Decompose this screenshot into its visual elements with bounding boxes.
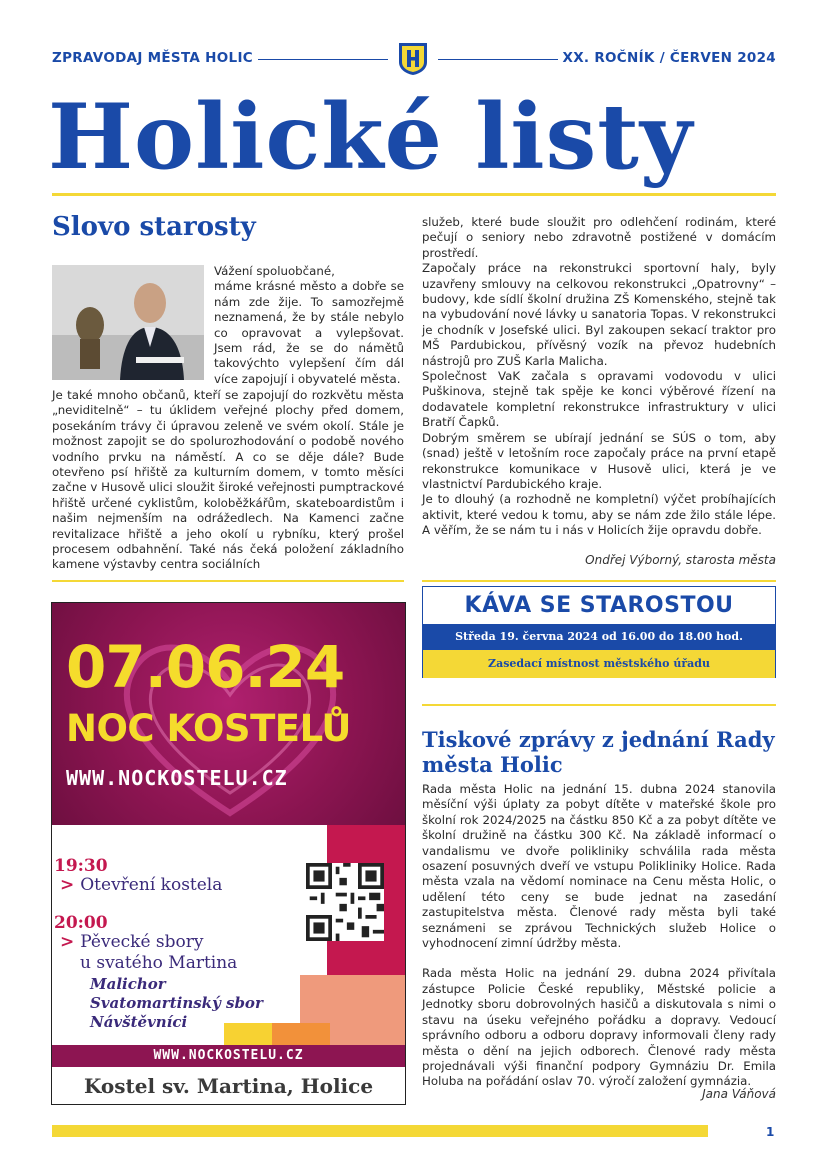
editorial-paragraph: Je to dlouhý (a rozhodně ne kompletní) výčet probíhajících aktivit, které vedou k tomu, aby se nám zde žilo stále lépe. A věřím, že se nám tu i nás v Holicích žije opravdu dobře. <box>422 492 776 538</box>
editorial-paragraph: služeb, které bude sloužit pro odlehčení rodinám, které pečují o seniory nebo zdravotně postižené v domácím prostředí. <box>422 215 776 260</box>
poster-website: WWW.NOCKOSTELU.CZ <box>66 766 288 790</box>
kava-rule <box>422 704 776 706</box>
performer: Malichor <box>90 975 166 993</box>
program-item <box>60 875 222 895</box>
editorial-column-1: Je také mnoho občanů, kteří se zapojují do rozkvětu města „neviditelně“ – tu úklidem veřejné plochy před domem, posekáním trávy či úpravou zeleně ve svém okolí. Stále je možnost zapojit se do spolurozhodování o podobě nového vodního prvku na náměstí. A co se děje dále? Bude otevřeno psí hřiště za kulturním domem, v tomto měsíci začne v Husově ulici sloužit široké veřejnosti pumptrackové hřiště určené cyklistům, koloběžkářům, skateboardistům i našim nejmenším na odrážedlech. Na Kamenci začne revitalizace hřiště a jeho okolí u rybníku, který prošel procesem odbahnění. Také nás čeká položení základního kamene výstavby centra sociálních <box>52 388 404 572</box>
program-item-continued: u svatého Martina <box>80 953 238 973</box>
chevron-right-icon: > <box>60 932 75 952</box>
footer-rule <box>52 1125 708 1137</box>
coffee-with-mayor-box <box>422 586 776 678</box>
poster-header-panel <box>52 603 405 825</box>
editorial-paragraph: Dobrým směrem se ubírají jednání se SÚS o tom, aby (snad) ještě v letošním roce započaly práce na první etapě rekonstrukce komunikace v Husově ulici, která je ve vlastnictví Pardubického kraje. <box>422 430 776 491</box>
header-divider-right <box>438 59 558 60</box>
editorial-signature: Ondřej Výborný, starosta města <box>585 553 776 567</box>
poster-decor-block <box>224 1023 272 1045</box>
poster-website-bar: WWW.NOCKOSTELU.CZ <box>52 1045 405 1067</box>
editorial-intro <box>214 264 404 387</box>
poster-venue: Kostel sv. Martina, Holice <box>52 1067 405 1105</box>
program-item <box>60 932 300 952</box>
page-number: 1 <box>766 1125 775 1139</box>
mayor-photo-illustration <box>52 265 204 380</box>
program-time: 19:30 <box>54 856 108 876</box>
editorial-paragraph: Započaly práce na rekonstrukci sportovní haly, byly uzavřeny smlouvy na celkovou rekonstrukci „Opatrovny“ – budovy, kde sídlí školní družina ZŠ Komenského, stejně tak na vybudování nové lávky u sanatoria Topas. V rekonstrukci je chodník v Josefské ulici. Byl zakoupen sekací traktor pro MŠ Pardubickou, přívěsný vozík na převoz hudebních nástrojů pro ZUŠ Karla Malicha. <box>422 261 776 368</box>
editorial-column-2 <box>422 215 776 539</box>
editorial-salutation: Vážení spoluobčané, <box>214 264 335 278</box>
program-item-label: Pěvecké sbory <box>80 932 204 952</box>
poster-date: 07.06.24 <box>66 633 345 701</box>
editorial-end-rule-left <box>52 580 404 582</box>
church-night-poster <box>51 602 406 1105</box>
issue-info: XX. ROČNÍK / ČERVEN 2024 <box>562 50 776 66</box>
press-releases-title: Tiskové zprávy z jednání Rady města Holic <box>422 727 775 777</box>
editorial-paragraph: Společnost VaK začala s opravami vodovodu v ulici Puškinova, stejně tak spěje ke konci výběrové řízení na dodavatele kompletní rekonstrukce infrastruktury v ulici Bratří Čapků. <box>422 369 776 430</box>
town-crest-icon <box>398 42 428 76</box>
program-time: 20:00 <box>54 913 108 933</box>
press-paragraph: Rada města Holic na jednání 15. dubna 2024 stanovila měsíční výši úplaty za pobyt dítěte v mateřské škole pro školní rok 2024/2025 na částku 850 Kč a za pobyt dítěte ve školní družině na částku 300 Kč. Na základě informací o vandalismu ve dvoře polikliniky schválila rada města osazení posuvných dveří ve vstupu Polikliniky Holice. Rada města vzala na vědomí nominace na Cenu města Holic, o udělení této ceny se bude jednat na zasedání zastupitelstva města. Členové rady města byli také seznámeni se zprávou Technických služeb Holice o vyhodnocení zimní údržby města. <box>422 782 776 951</box>
masthead-title: Holické listy <box>48 84 694 190</box>
press-paragraph: Rada města Holic na jednání 29. dubna 2024 přivítala zástupce Policie České republiky, Městské policie a Jednotky sboru dobrovolných hasičů a diskutovala s nimi o stavu na úseku veřejného pořádku a dopravy. Vedoucí správního odboru a odboru dopravy informovali členy rady města o dění na jejich odborech. Členové rady města projednávali výši finanční podpory Gymnáziu Dr. Emila Holuba na pořádání oslav 70. výročí založení gymnázia. <box>422 966 776 1089</box>
masthead-topbar <box>52 48 776 72</box>
press-releases-body <box>422 782 776 1090</box>
header-divider-left <box>258 59 388 60</box>
coffee-with-mayor-date: Středa 19. června 2024 od 16.00 do 18.00 hod. <box>423 624 775 650</box>
poster-decor-block <box>272 1023 330 1045</box>
editorial-title: Slovo starosty <box>52 212 256 242</box>
performer: Svatomartinský sbor <box>90 994 263 1012</box>
publication-tagline: ZPRAVODAJ MĚSTA HOLIC <box>52 50 253 66</box>
masthead-rule <box>52 193 776 196</box>
chevron-right-icon: > <box>60 875 75 895</box>
press-signature: Jana Váňová <box>702 1087 776 1101</box>
qr-code-icon[interactable] <box>306 863 384 941</box>
poster-event-name: NOC KOSTELŮ <box>66 707 351 750</box>
coffee-with-mayor-venue: Zasedací místnost městského úřadu <box>423 650 775 678</box>
editorial-intro-paragraph: máme krásné město a dobře se nám zde žije. To samozřejmě neznamená, že by stále nebylo co opravovat a vylepšovat. Jsem rád, že se do námětů takovýchto vylepšení čím dál více zapojují i obyvatelé města. <box>214 279 404 386</box>
performer: Návštěvníci <box>90 1013 188 1031</box>
program-item-label: Otevření kostela <box>80 875 223 895</box>
coffee-with-mayor-title: KÁVA SE STAROSTOU <box>464 593 734 618</box>
mayor-photo <box>52 265 204 380</box>
editorial-end-rule-right <box>422 580 776 582</box>
